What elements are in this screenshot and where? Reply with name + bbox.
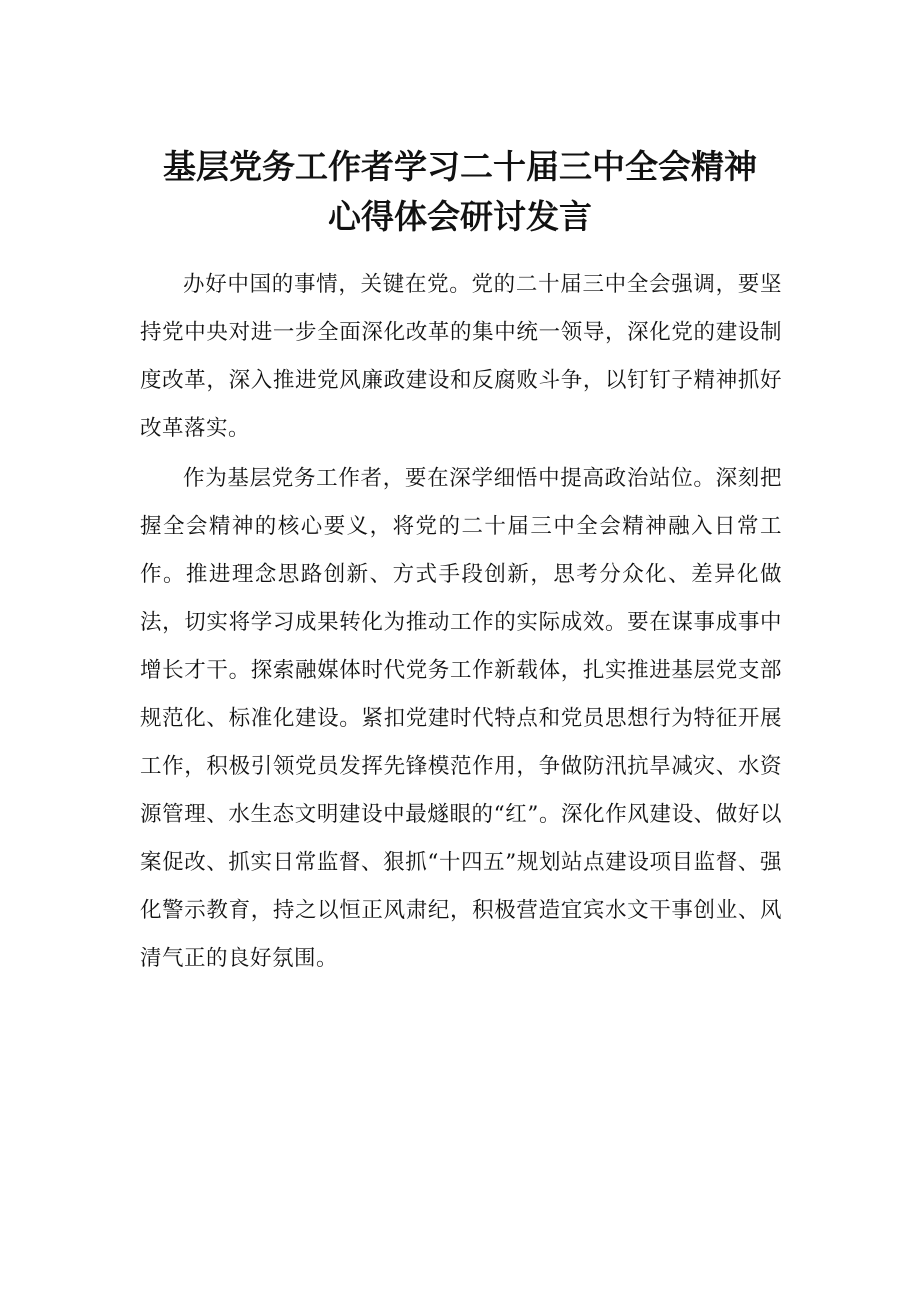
document-title-line-2: 心得体会研讨发言 [328,197,592,236]
document-title-line-1: 基层党务工作者学习二十届三中全会精神 [163,147,757,186]
body-paragraph-1: 办好中国的事情，关键在党。党的二十届三中全会强调，要坚持党中央对进一步全面深化改革的集中统一领导，深化党的建设制度改革，深入推进党风廉政建设和反腐败斗争，以钉钉子精神抓好改革落实。 [140,272,782,441]
body-paragraph-2: 作为基层党务工作者，要在深学细悟中提高政治站位。深刻把握全会精神的核心要义，将党的二十届三中全会精神融入日常工作。推进理念思路创新、方式手段创新，思考分众化、差异化做法，切实将学习成果转化为推动工作的实际成效。要在谋事成事中增长才干。探索融媒体时代党务工作新载体，扎实推进基层党支部规范化、标准化建设。紧扣党建时代特点和党员思想行为特征开展工作，积极引领党员发挥先锋模范作用，争做防汛抗旱减灾、水资源管理、水生态文明建设中最燧眼的“红”。深化作风建设、做好以案促改、抓实日常监督、狠抓“十四五”规划站点建设项目监督、强化警示教育，持之以恒正风肃纪，积极营造宜宾水文干事创业、风清气正的良好氛围。 [140,466,782,971]
